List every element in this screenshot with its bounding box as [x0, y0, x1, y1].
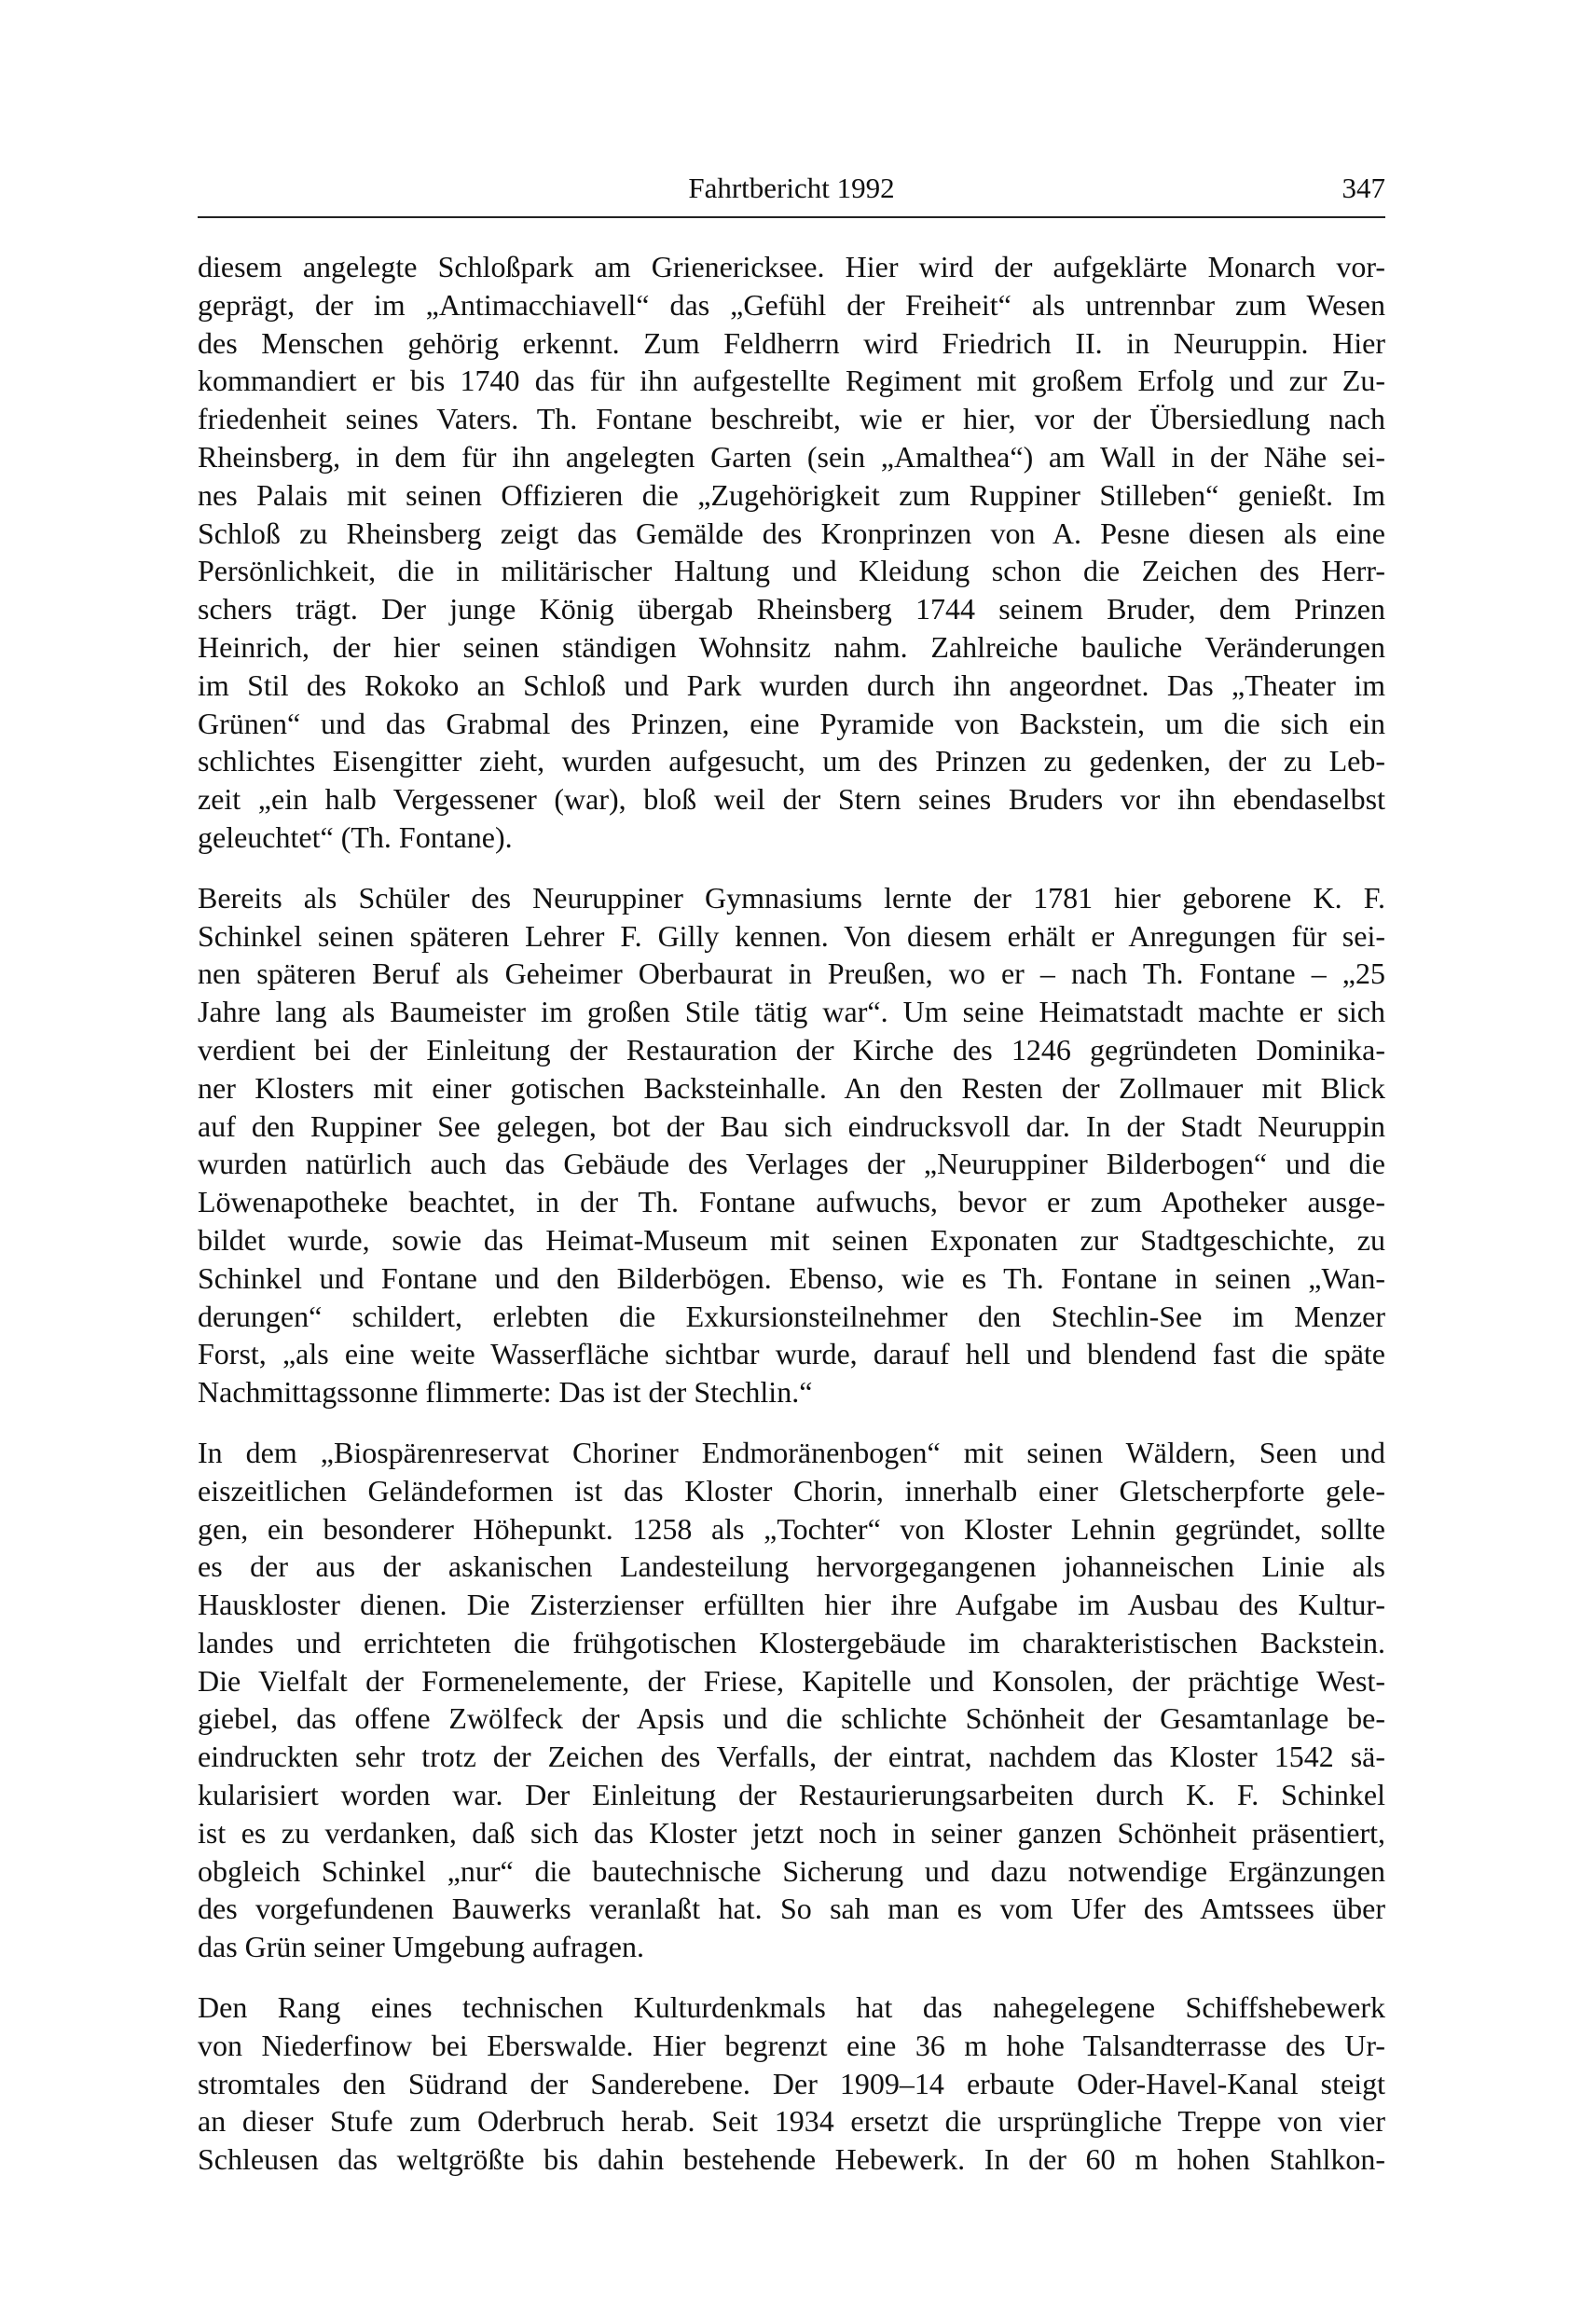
text-line: nes Palais mit seinen Offizieren die „Zugehörigkeit zum Ruppiner Stilleben“ genießt. Im — [198, 477, 1385, 512]
text-line: an dieser Stufe zum Oderbruch herab. Seit 1934 ersetzt die ursprüngliche Treppe von vier — [198, 2104, 1385, 2139]
text-line: geprägt, der im „Antimacchiavell“ das „Gefühl der Freiheit“ als untrennbar zum Wesen — [198, 287, 1385, 322]
text-line: eindruckten sehr trotz der Zeichen des Verfalls, der eintrat, nachdem das Kloster 1542 sä- — [198, 1740, 1385, 1774]
text-line: wurden natürlich auch das Gebäude des Verlages der „Neuruppiner Bilderbogen“ und die — [198, 1147, 1385, 1181]
text-line: auf den Ruppiner See gelegen, bot der Bau sich eindrucksvoll dar. In der Stadt Neuruppin — [198, 1108, 1385, 1143]
text-line: des vorgefundenen Bauwerks veranlaßt hat. So sah man es vom Ufer des Amtssees über — [198, 1892, 1385, 1926]
text-line: Heinrich, der hier seinen ständigen Wohnsitz nahm. Zahlreiche bauliche Veränderungen — [198, 629, 1385, 664]
text-line: ner Klosters mit einer gotischen Backsteinhalle. An den Resten der Zollmauer mit Blick — [198, 1070, 1385, 1105]
page-number: 347 — [1341, 172, 1385, 204]
text-line: Persönlichkeit, die in militärischer Haltung und Kleidung schon die Zeichen des Herr- — [198, 554, 1385, 588]
text-line: Bereits als Schüler des Neuruppiner Gymnasiums lernte der 1781 hier geborene K. F. — [198, 880, 1385, 915]
text-line: Schinkel seinen späteren Lehrer F. Gilly kennen. Von diesem erhält er Anregungen für sei- — [198, 918, 1385, 953]
paragraph-2 — [198, 879, 1385, 1411]
text-line: Nachmittagssonne flimmerte: Das ist der Stechlin.“ — [198, 1375, 813, 1410]
paragraph-3 — [198, 1434, 1385, 1966]
text-line: kularisiert worden war. Der Einleitung der Restaurierungsarbeiten durch K. F. Schinkel — [198, 1778, 1385, 1812]
text-line: nen späteren Beruf als Geheimer Oberbaurat in Preußen, wo er – nach Th. Fontane – „25 — [198, 956, 1385, 991]
text-line: obgleich Schinkel „nur“ die bautechnische Sicherung und dazu notwendige Ergänzungen — [198, 1853, 1385, 1888]
text-line: Hauskloster dienen. Die Zisterzienser erfüllten hier ihre Aufgabe im Ausbau des Kultur- — [198, 1588, 1385, 1622]
text-line: zeit „ein halb Vergessener (war), bloß weil der Stern seines Bruders vor ihn ebendaselbst — [198, 782, 1385, 817]
text-line: stromtales den Südrand der Sanderebene. Der 1909–14 erbaute Oder-Havel-Kanal steigt — [198, 2066, 1385, 2100]
text-line: es der aus der askanischen Landesteilung hervorgegangenen johanneischen Linie als — [198, 1549, 1385, 1584]
text-line: ist es zu verdanken, daß sich das Kloster jetzt noch in seiner ganzen Schönheit präsentiert, — [198, 1815, 1385, 1850]
text-line: giebel, das offene Zwölfeck der Apsis und die schlichte Schönheit der Gesamtanlage be- — [198, 1701, 1385, 1736]
paragraph-1 — [198, 248, 1385, 857]
text-line: von Niederfinow bei Eberswalde. Hier begrenzt eine 36 m hohe Talsandterrasse des Ur- — [198, 2028, 1385, 2062]
text-line: Die Vielfalt der Formenelemente, der Friese, Kapitelle und Konsolen, der prächtige West- — [198, 1663, 1385, 1698]
text-line: Schinkel und Fontane und den Bilderbögen. Ebenso, wie es Th. Fontane in seinen „Wan- — [198, 1260, 1385, 1295]
text-line: Jahre lang als Baumeister im großen Stile tätig war“. Um seine Heimatstadt machte er sich — [198, 995, 1385, 1029]
text-line: kommandiert er bis 1740 das für ihn aufgestellte Regiment mit großem Erfolg und zur Zu- — [198, 364, 1385, 398]
text-line: gen, ein besonderer Höhepunkt. 1258 als „Tochter“ von Kloster Lehnin gegründet, sollte — [198, 1511, 1385, 1546]
text-line: friedenheit seines Vaters. Th. Fontane beschreibt, wie er hier, vor der Übersiedlung nach — [198, 402, 1385, 436]
text-line: In dem „Biospärenreservat Choriner Endmoränenbogen“ mit seinen Wäldern, Seen und — [198, 1435, 1385, 1469]
text-line: bildet wurde, sowie das Heimat-Museum mit seinen Exponaten zur Stadtgeschichte, zu — [198, 1222, 1385, 1257]
text-line: schers trägt. Der junge König übergab Rheinsberg 1744 seinem Bruder, dem Prinzen — [198, 592, 1385, 626]
running-header — [198, 168, 1385, 218]
text-line: diesem angelegte Schloßpark am Grienericksee. Hier wird der aufgeklärte Monarch vor- — [198, 250, 1385, 283]
text-line: eiszeitlichen Geländeformen ist das Kloster Chorin, innerhalb einer Gletscherpforte gele- — [198, 1473, 1385, 1507]
text-line: geleuchtet“ (Th. Fontane). — [198, 819, 513, 854]
text-line: verdient bei der Einleitung der Restauration der Kirche des 1246 gegründeten Dominika- — [198, 1032, 1385, 1067]
text-line: im Stil des Rokoko an Schloß und Park wurden durch ihn angeordnet. Das „Theater im — [198, 667, 1385, 702]
body-text — [198, 248, 1385, 2201]
text-line: landes und errichteten die frühgotischen Klostergebäude im charakteristischen Backstein. — [198, 1625, 1385, 1659]
text-line: schlichtes Eisengitter zieht, wurden aufgesucht, um des Prinzen zu gedenken, der zu Leb- — [198, 744, 1385, 778]
text-line: Rheinsberg, in dem für ihn angelegten Garten (sein „Amalthea“) am Wall in der Nähe sei- — [198, 439, 1385, 474]
text-line: Den Rang eines technischen Kulturdenkmals hat das nahegelegene Schiffshebewerk — [198, 1990, 1385, 2025]
paragraph-4 — [198, 1989, 1385, 2179]
text-line: Schloß zu Rheinsberg zeigt das Gemälde des Kronprinzen von A. Pesne diesen als eine — [198, 516, 1385, 550]
text-line: Löwenapotheke beachtet, in der Th. Fontane aufwuchs, bevor er zum Apotheker ausge- — [198, 1185, 1385, 1219]
text-line: Grünen“ und das Grabmal des Prinzen, eine Pyramide von Backstein, um die sich ein — [198, 706, 1385, 740]
text-line: des Menschen gehörig erkennt. Zum Feldherrn wird Friedrich II. in Neuruppin. Hier — [198, 325, 1385, 360]
text-line: Forst, „als eine weite Wasserfläche sichtbar wurde, darauf hell und blendend fast die späte — [198, 1337, 1385, 1371]
text-line: das Grün seiner Umgebung aufragen. — [198, 1930, 644, 1964]
text-line: derungen“ schildert, erlebten die Exkursionsteilnehmer den Stechlin-See im Menzer — [198, 1299, 1385, 1333]
text-line: Schleusen das weltgrößte bis dahin bestehende Hebewerk. In der 60 m hohen Stahlkon- — [198, 2142, 1385, 2177]
running-title: Fahrtbericht 1992 — [688, 172, 895, 204]
